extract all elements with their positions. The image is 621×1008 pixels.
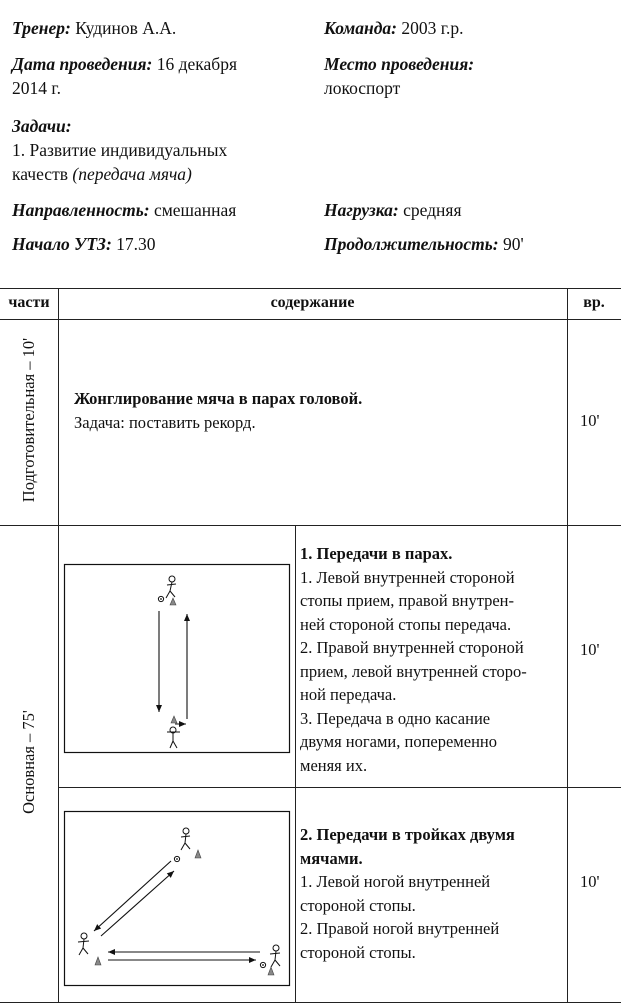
player-icon — [181, 828, 190, 850]
triples-passing-diagram — [64, 811, 290, 987]
place-line — [324, 52, 474, 100]
player-icon — [167, 727, 180, 748]
row2-line: 3. Передача в одно касание — [300, 708, 491, 728]
place-label: Место проведения: — [324, 54, 475, 74]
part-label-preparatory: Подготовительная – 10' — [19, 337, 38, 503]
direction-label: Направленность: — [12, 200, 150, 220]
row3-title-cont: мячами. — [300, 848, 363, 868]
team-label: Команда: — [324, 18, 397, 38]
row3-title: 2. Передачи в тройках двумя — [300, 825, 515, 844]
row2-line: 2. Правой внутренней стороной — [300, 638, 524, 657]
date-label: Дата проведения: — [12, 54, 153, 74]
trainer-line — [12, 16, 176, 40]
task-1-line-2: качеств — [12, 164, 73, 184]
row1-content — [74, 387, 554, 434]
pass-arrow-diagonal — [101, 871, 174, 936]
table-top-rule — [0, 288, 621, 289]
start-line — [12, 232, 156, 256]
task-1-note: (передача мяча) — [72, 164, 192, 184]
row2-content — [300, 542, 565, 777]
row2-line: меняя их. — [300, 755, 368, 775]
direction-line — [12, 198, 236, 222]
load-line — [324, 198, 462, 222]
row3-line: стороной стопы. — [300, 895, 416, 915]
time-column-rule — [567, 288, 568, 1002]
row2-line: 1. Левой внутренней стороной — [300, 567, 515, 587]
col-header-content: содержание — [270, 294, 355, 311]
trainer-label: Тренер: — [12, 18, 71, 38]
row3-line: 1. Левой ногой внутренней — [300, 872, 491, 891]
row1-title: Жонглирование мяча в парах головой. — [74, 389, 363, 408]
duration-value: 90' — [498, 234, 524, 254]
player-icon — [78, 933, 89, 955]
row2-line: ной передача. — [300, 685, 397, 704]
cone-icon — [170, 598, 176, 605]
row2-time: 10' — [580, 640, 600, 659]
duration-line — [324, 232, 524, 256]
row2-bottom-rule — [58, 787, 621, 788]
row3-line: стороной стопы. — [300, 942, 416, 962]
start-label: Начало УТЗ: — [12, 234, 112, 254]
part-label-main: Основная – 75' — [19, 710, 38, 814]
player-icon — [166, 576, 176, 598]
row1-time: 10' — [580, 411, 600, 430]
header-bottom-rule — [0, 319, 621, 320]
row2-line: ней стороной стопы передача. — [300, 614, 512, 634]
pairs-passing-diagram — [64, 564, 290, 754]
pass-arrow-diagonal — [94, 861, 171, 931]
place-value: локоспорт — [324, 78, 401, 98]
prep-bottom-rule — [0, 525, 621, 526]
load-value: средняя — [398, 200, 462, 220]
duration-label: Продолжительность: — [324, 234, 499, 254]
date-value: 16 декабря — [152, 54, 237, 74]
tasks-label: Задачи: — [12, 116, 72, 136]
player-icon — [270, 945, 280, 967]
lesson-table — [0, 288, 621, 1004]
cone-icon — [95, 957, 101, 965]
tasks-block — [12, 114, 227, 186]
row2-line: прием, левой внутренней сторо- — [300, 661, 527, 681]
load-label: Нагрузка: — [324, 200, 399, 220]
row2-line: стопы прием, правой внутрен- — [300, 591, 515, 610]
task-1-line-1: 1. Развитие индивидуальных — [12, 140, 228, 160]
cone-icon — [195, 850, 201, 858]
row2-title: 1. Передачи в парах. — [300, 544, 453, 563]
cone-icon — [171, 716, 177, 723]
diagram-column-rule — [295, 525, 296, 1002]
row2-line: двумя ногами, попеременно — [300, 732, 497, 751]
row3-time: 10' — [580, 872, 600, 891]
parts-column-rule — [58, 288, 59, 1002]
row3-content — [300, 823, 565, 964]
cone-icon — [268, 967, 274, 975]
row3-line: 2. Правой ногой внутренней — [300, 919, 500, 938]
col-header-parts: части — [8, 294, 50, 311]
col-header-time: вр. — [583, 294, 605, 311]
trainer-value: Кудинов А.А. — [70, 18, 177, 38]
date-line — [12, 52, 237, 100]
start-value: 17.30 — [111, 234, 156, 254]
table-bottom-rule — [0, 1002, 621, 1003]
team-value: 2003 г.р. — [397, 18, 464, 38]
date-value-year: 2014 г. — [12, 78, 61, 98]
row1-task: Задача: поставить рекорд. — [74, 412, 256, 432]
direction-value: смешанная — [149, 200, 237, 220]
team-line — [324, 16, 463, 40]
